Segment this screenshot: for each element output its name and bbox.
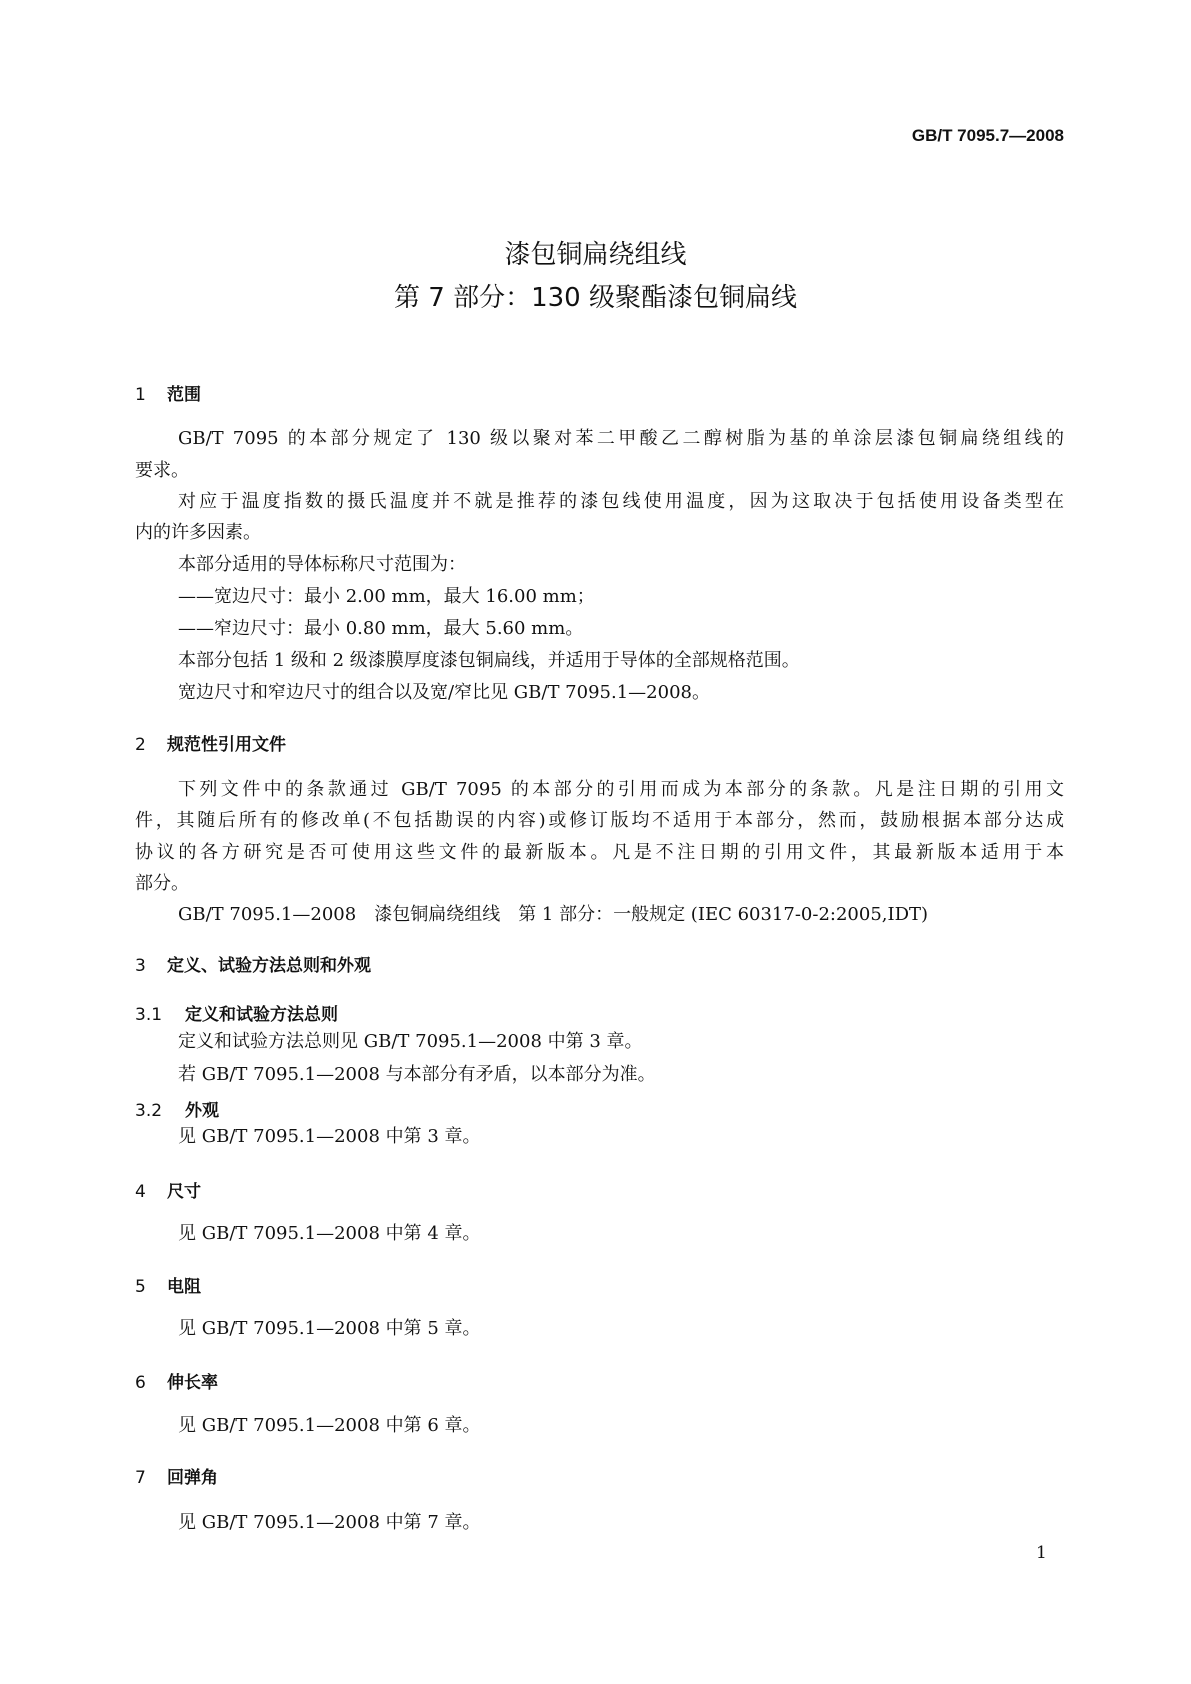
list-item: ——窄边尺寸：最小 0.80 mm，最大 5.60 mm。 (178, 618, 584, 639)
standard-code-header: GB/T 7095.7—2008 (911, 126, 1064, 145)
paragraph: 见 GB/T 7095.1—2008 中第 4 章。 (178, 1223, 481, 1244)
section-number: 3.2 (135, 1101, 163, 1121)
document-title: 漆包铜扁绕组线 (504, 240, 687, 270)
section-title: 定义和试验方法总则 (185, 1005, 338, 1025)
section-title: 范围 (167, 385, 201, 405)
section-number: 5 (135, 1277, 146, 1297)
section-number: 6 (135, 1373, 146, 1393)
section-heading-6 (135, 1368, 218, 1393)
section-number: 3.1 (135, 1005, 163, 1025)
section-number: 3 (135, 956, 146, 976)
paragraph: 定义和试验方法总则见 GB/T 7095.1—2008 中第 3 章。 (178, 1031, 643, 1052)
paragraph: 若 GB/T 7095.1—2008 与本部分有矛盾，以本部分为准。 (178, 1064, 656, 1085)
paragraph: 见 GB/T 7095.1—2008 中第 7 章。 (178, 1512, 481, 1533)
paragraph: 见 GB/T 7095.1—2008 中第 3 章。 (178, 1126, 481, 1147)
section-number: 1 (135, 385, 146, 405)
section-heading-5 (135, 1272, 201, 1297)
section-number: 2 (135, 735, 146, 755)
paragraph-line: 内的许多因素。 (135, 522, 261, 543)
section-title: 尺寸 (167, 1182, 201, 1202)
section-title: 外观 (185, 1101, 219, 1121)
paragraph-line: 件，其随后所有的修改单(不包括勘误的内容)或修订版均不适用于本部分，然而，鼓励根据本部分达成 (135, 810, 1064, 831)
document-subtitle: 第 7 部分：130 级聚酯漆包铜扁线 (394, 283, 797, 313)
section-title: 规范性引用文件 (167, 735, 286, 755)
section-number: 4 (135, 1182, 146, 1202)
paragraph: 本部分包括 1 级和 2 级漆膜厚度漆包铜扁线，并适用于导体的全部规格范围。 (178, 650, 800, 671)
paragraph-line: 下列文件中的条款通过 GB/T 7095 的本部分的引用而成为本部分的条款。凡是注日期的引用文 (178, 779, 1064, 800)
page-number: 1 (1036, 1543, 1047, 1563)
paragraph-line: 协议的各方研究是否可使用这些文件的最新版本。凡是不注日期的引用文件，其最新版本适用于本 (135, 842, 1064, 863)
section-title: 伸长率 (167, 1373, 218, 1393)
subsection-heading-3-1 (135, 1000, 338, 1025)
section-title: 定义、试验方法总则和外观 (167, 956, 371, 976)
section-heading-3 (135, 951, 371, 976)
section-heading-1 (135, 380, 201, 405)
paragraph: 宽边尺寸和窄边尺寸的组合以及宽/窄比见 GB/T 7095.1—2008。 (178, 682, 710, 703)
paragraph: 见 GB/T 7095.1—2008 中第 5 章。 (178, 1318, 481, 1339)
section-heading-7 (135, 1463, 218, 1488)
paragraph-line: 部分。 (135, 873, 189, 894)
section-heading-4 (135, 1177, 201, 1202)
subsection-heading-3-2 (135, 1096, 219, 1121)
section-heading-2 (135, 730, 286, 755)
normative-reference: GB/T 7095.1—2008 漆包铜扁绕组线 第 1 部分：一般规定 (IEC 60317-0-2:2005,IDT) (178, 904, 929, 925)
paragraph: 本部分适用的导体标称尺寸范围为： (178, 554, 466, 575)
section-number: 7 (135, 1468, 146, 1488)
paragraph-line: 要求。 (135, 460, 189, 481)
list-item: ——宽边尺寸：最小 2.00 mm，最大 16.00 mm； (178, 586, 595, 607)
section-title: 电阻 (167, 1277, 201, 1297)
paragraph-line: GB/T 7095 的本部分规定了 130 级以聚对苯二甲酸乙二醇树脂为基的单涂层漆包铜扁绕组线的 (178, 428, 1064, 449)
section-title: 回弹角 (167, 1468, 218, 1488)
paragraph: 见 GB/T 7095.1—2008 中第 6 章。 (178, 1415, 481, 1436)
paragraph-line: 对应于温度指数的摄氏温度并不就是推荐的漆包线使用温度，因为这取决于包括使用设备类型在 (178, 491, 1064, 512)
